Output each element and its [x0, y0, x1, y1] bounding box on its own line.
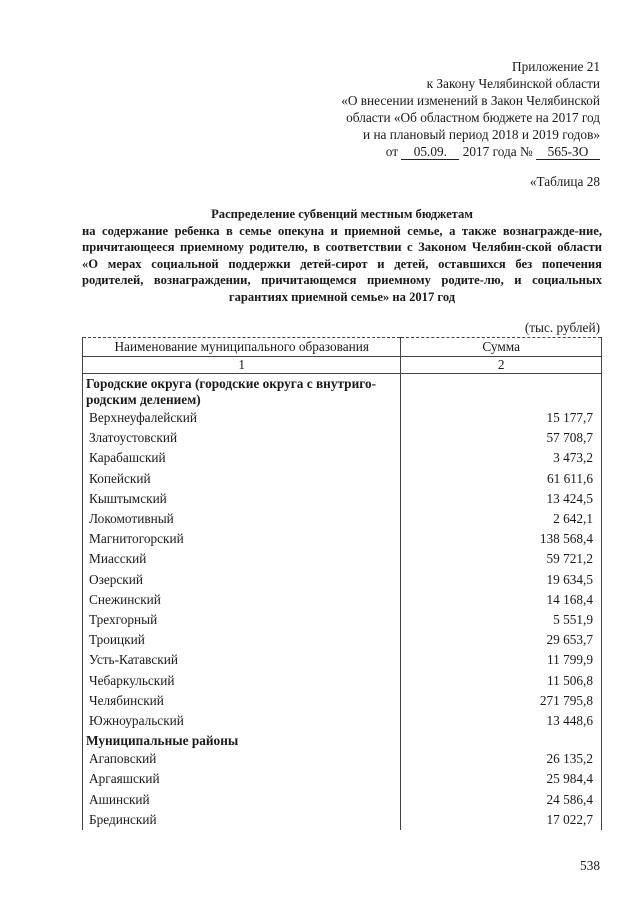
section-title-urban: Городские округа (городские округа с внутриго-родским делением) — [83, 374, 401, 409]
section-sum-empty — [401, 374, 602, 409]
row-name: Локомотивный — [83, 509, 401, 529]
row-name: Брединский — [83, 810, 401, 830]
row-name: Аргаяшский — [83, 769, 401, 789]
row-sum: 2 642,1 — [401, 509, 602, 529]
table-row — [83, 610, 602, 630]
row-sum: 14 168,4 — [401, 590, 602, 610]
table-reference: «Таблица 28 — [529, 174, 600, 189]
table-row — [83, 428, 602, 448]
table-row — [83, 810, 602, 830]
row-sum: 11 799,9 — [401, 650, 602, 670]
row-name: Трехгорный — [83, 610, 401, 630]
year-text: 2017 года № — [462, 144, 533, 159]
document-title — [82, 206, 602, 305]
section-title-districts: Муниципальные районы — [83, 731, 401, 749]
row-name: Чебаркульский — [83, 671, 401, 691]
subvention-table — [82, 337, 602, 830]
section-row-districts — [83, 731, 602, 749]
row-name: Агаповский — [83, 749, 401, 769]
row-sum: 13 424,5 — [401, 489, 602, 509]
appendix-number: Приложение 21 — [512, 59, 600, 74]
row-name: Магнитогорский — [83, 529, 401, 549]
row-name: Миасский — [83, 549, 401, 569]
row-name: Кыштымский — [83, 489, 401, 509]
table-row — [83, 529, 602, 549]
row-sum: 61 611,6 — [401, 469, 602, 489]
row-name: Усть-Катавский — [83, 650, 401, 670]
appendix-law-title-1: «О внесении изменений в Закон Челябинской — [341, 93, 600, 108]
table-row — [83, 749, 602, 769]
date-prefix: от — [385, 144, 399, 159]
row-sum: 17 022,7 — [401, 810, 602, 830]
col-number-1: 1 — [83, 357, 401, 374]
table-row — [83, 509, 602, 529]
row-sum: 19 634,5 — [401, 570, 602, 590]
units-label: (тыс. рублей) — [524, 320, 600, 335]
appendix-date-line — [260, 143, 600, 160]
row-name: Южноуральский — [83, 711, 401, 731]
row-name: Карабашский — [83, 448, 401, 468]
table-row — [83, 691, 602, 711]
row-sum: 5 551,9 — [401, 610, 602, 630]
row-name: Челябинский — [83, 691, 401, 711]
table-row — [83, 408, 602, 428]
section-row-urban — [83, 374, 602, 409]
appendix-law-title-2: области «Об областном бюджете на 2017 год — [346, 110, 600, 125]
row-sum: 29 653,7 — [401, 630, 602, 650]
row-sum: 11 506,8 — [401, 671, 602, 691]
row-sum: 25 984,4 — [401, 769, 602, 789]
table-row — [83, 570, 602, 590]
table-row — [83, 590, 602, 610]
title-line-1: Распределение субвенций местным бюджетам — [211, 207, 473, 221]
appendix-header — [260, 58, 600, 160]
date-value: 05.09. — [401, 145, 459, 160]
col-number-2: 2 — [401, 357, 602, 374]
table-row — [83, 671, 602, 691]
table-row — [83, 711, 602, 731]
table-row — [83, 489, 602, 509]
table-row — [83, 448, 602, 468]
table-row — [83, 549, 602, 569]
row-sum: 15 177,7 — [401, 408, 602, 428]
row-name: Снежинский — [83, 590, 401, 610]
row-name: Озерский — [83, 570, 401, 590]
table-row — [83, 769, 602, 789]
row-sum: 59 721,2 — [401, 549, 602, 569]
table-row — [83, 630, 602, 650]
col-header-sum: Сумма — [401, 338, 602, 357]
appendix-law-title-3: и на плановый период 2018 и 2019 годов» — [363, 127, 600, 142]
row-sum: 26 135,2 — [401, 749, 602, 769]
row-name: Верхнеуфалейский — [83, 408, 401, 428]
row-name: Копейский — [83, 469, 401, 489]
row-sum: 57 708,7 — [401, 428, 602, 448]
row-sum: 271 795,8 — [401, 691, 602, 711]
row-name: Ашинский — [83, 790, 401, 810]
col-header-name: Наименование муниципального образования — [83, 338, 401, 357]
table-row — [83, 469, 602, 489]
section-sum-empty — [401, 731, 602, 749]
row-sum: 3 473,2 — [401, 448, 602, 468]
row-sum: 13 448,6 — [401, 711, 602, 731]
table-row — [83, 650, 602, 670]
appendix-law-ref: к Закону Челябинской области — [426, 76, 600, 91]
table-header-row — [83, 338, 602, 357]
row-name: Троицкий — [83, 630, 401, 650]
table-row — [83, 790, 602, 810]
row-sum: 24 586,4 — [401, 790, 602, 810]
title-line-2: на содержание ребенка в семье опекуна и приемной семье, а также вознагражде-ние, причитающееся приемному родителю, в соответствии с Законом Челябин-ской области «О мерах социальной поддержки детей-сирот и детей, оставшихся без попечения родителей, вознаграждении, причитающемся приемному родите-лю, и социальных гарантиях приемной семье» на 2017 год — [82, 223, 602, 304]
law-number: 565-ЗО — [536, 145, 600, 160]
row-name: Златоустовский — [83, 428, 401, 448]
row-sum: 138 568,4 — [401, 529, 602, 549]
table-number-row — [83, 357, 602, 374]
page-number: 538 — [580, 858, 600, 873]
